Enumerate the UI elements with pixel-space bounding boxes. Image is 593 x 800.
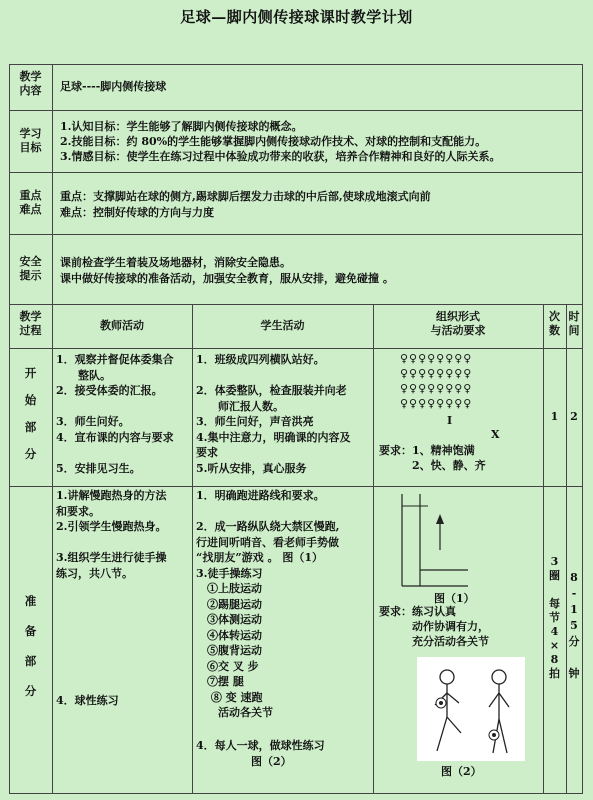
warmup-requirements: 要求：练习认真 动作协调有力， 充分活动各关节	[379, 605, 489, 648]
row-divider	[9, 304, 583, 305]
formation-mark-x: X	[491, 428, 500, 441]
opening-formation: ♀♀♀♀♀♀♀♀ ♀♀♀♀♀♀♀♀ ♀♀♀♀♀♀♀♀ ♀♀♀♀♀♀♀♀	[400, 352, 473, 410]
figure-2-caption: 图（2）	[441, 765, 482, 778]
header-times: 次 数	[549, 310, 560, 337]
column-divider	[52, 64, 53, 794]
table-border-right	[582, 64, 583, 794]
safety-label: 安全 提示	[19, 255, 42, 282]
column-divider	[566, 304, 567, 794]
goals-list: 1.认知目标：学生能够了解脚内侧传接球的概念。 2.技能目标：约 80%的学生能够掌握脚内侧传接球动作技术、对球的控制和支配能力。 3.情感目标：使学生在练习过程中体验成功带来的收获，培养合作精神和良好的人际关系。	[60, 120, 501, 163]
figure-background	[417, 657, 525, 761]
warmup-times: 3 圈 每 节 4 × 8 拍	[549, 555, 560, 680]
figure-1-caption: 图（1）	[434, 592, 475, 605]
opening-student-activities: 1．班级成四列横队站好。 2．体委整队，检查服装并向老 师汇报人数。 3．师生问好，声音洪亮 4.集中注意力，明确课的内容及 要求 5.听从安排，真心服务	[196, 353, 351, 475]
ball-practice-illustration	[417, 657, 525, 761]
running-route-diagram	[380, 490, 480, 590]
table-border-top	[9, 64, 583, 65]
table-border-bottom	[9, 793, 583, 794]
header-duration: 时 间	[568, 310, 580, 337]
opening-label: 开 始 部 分	[24, 366, 37, 461]
keypoints-label: 重点 难点	[19, 189, 42, 216]
opening-teacher-activities: 1．观察并督促体委集合 整队。 2．接受体委的汇报。 3．师生问好。 4．宣布课的内容与要求 5．安排见习生。	[56, 353, 174, 475]
opening-times: 1	[550, 410, 559, 423]
row-divider	[9, 110, 583, 111]
goals-label: 学习 目标	[19, 127, 42, 154]
content-text: 足球----脚内侧传接球	[60, 80, 167, 93]
row-divider	[9, 486, 583, 487]
warmup-teacher-activities: 1.讲解慢跑热身的方法 和要求。 2.引领学生慢跑热身。 3.组织学生进行徒手操 练习，共八节。	[56, 489, 167, 580]
arrow-head-icon	[436, 514, 444, 524]
row-divider	[9, 348, 583, 349]
keypoints-list: 重点：支撑脚站在球的侧方,踢球脚后摆发力击球的中后部,使球成地滚式向前 难点：控制好传球的方向与力度	[60, 190, 431, 219]
header-student: 学生活动	[260, 319, 305, 332]
soccer-ball-patch	[439, 701, 443, 705]
warmup-duration: 8 - 1 5 分 钟	[568, 571, 580, 680]
formation-mark-i: I	[447, 414, 453, 427]
opening-duration: 2	[570, 410, 578, 423]
header-organization: 组织形式 与活动要求	[430, 310, 486, 337]
header-process: 教学 过程	[19, 310, 42, 337]
soccer-ball-patch	[492, 733, 496, 737]
column-divider	[192, 304, 193, 794]
column-divider	[373, 304, 374, 794]
column-divider	[543, 304, 544, 794]
opening-requirements: 要求：1、精神饱满 2、快、静、齐	[379, 444, 486, 472]
row-divider	[9, 234, 583, 235]
warmup-label: 准 备 部 分	[24, 594, 37, 698]
header-teacher: 教师活动	[100, 319, 144, 332]
warmup-student-ball-practice: 4．每人一球，做球性练习 图（2）	[196, 739, 325, 768]
row-divider	[9, 172, 583, 173]
safety-list: 课前检查学生着装及场地器材，消除安全隐患。 课中做好传接球的准备活动，加强安全教育，服从安排，避免碰撞 。	[60, 256, 394, 285]
page-title: 足球—脚内侧传接球课时教学计划	[180, 8, 413, 26]
warmup-teacher-ball-practice: 4．球性练习	[56, 694, 119, 707]
warmup-student-activities: 1．明确跑进路线和要求。 2．成一路纵队绕大禁区慢跑, 行进间听哨音、看老师手势做 “找朋友”游戏 。 图（1） 3.徒手操练习 ①上肢运动 ②踢腿运动 ③体测运动 ④体转运动 ⑤腹背运动 ⑥交 叉 步 ⑦摆 腿 ⑧ 变 速跑 活动各关节	[196, 489, 340, 719]
content-label: 教学 内容	[19, 70, 42, 97]
